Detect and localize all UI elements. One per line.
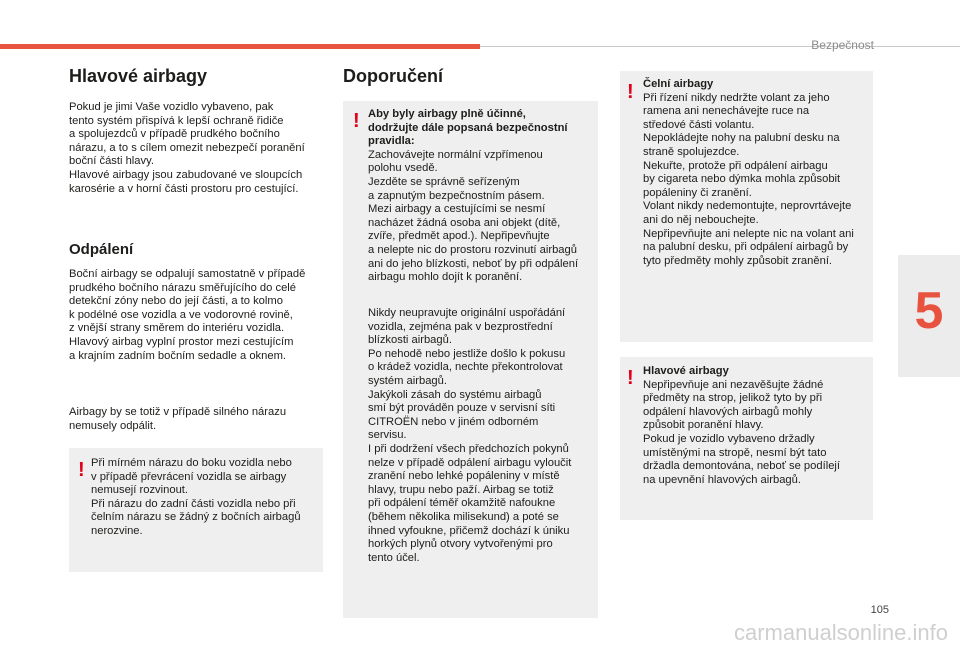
middle-title: Doporučení [343,66,444,86]
right-note-2-body: Nepřipevňuje ani nezavěšujte žádné předměty na strop, jelikož tyto by při odpálení hlavových airbagů mohly způsobit poranění hlavy. Pokud je vozidlo vybaveno držadly umístěnými na stropě, nesmí být tato držadla demontována, neboť se podílejí na upevnění hlavových airbagů. [643,378,841,486]
section-name: Bezpečnost [811,38,874,52]
middle-note-text-2: Nikdy neupravujte originální uspořádání vozidla, zejména pak v bezprostřední blízkosti airbagů. Po nehodě nebo jestliže došlo k pokusu o krádež vozidla, nechte překontrolovat systém airbagů. Jakýkoli zásah do systému airbagů smí být prováděn pouze v servisní síti CITROËN nebo v jiném odborném servisu. I při dodržení všech předchozích pokynů nelze v případě odpálení airbagu vyloučit zranění nebo lehké popáleniny v místě hlavy, trupu nebo paží. Airbag se totiž při odpálení téměř okamžitě nafoukne (během několika milisekund) a poté se ihned vyfoukne, přičemž dochází k úniku horkých plynů otvory vytvořenými pro tento účel. [368,307,572,564]
warning-icon: ! [627,367,634,389]
left-title: Hlavové airbagy [69,66,208,86]
middle-note-text [368,108,596,285]
right-note-1-body: Při řízení nikdy nedržte volant za jeho ramena ani nenechávejte ruce na středové části volantu. Nepokládejte nohy na palubní desku na straně spolujezdce. Nekuřte, protože při odpálení airbagu by cigareta nebo dýmka mohla způsobit popáleniny či zranění. Volant nikdy nedemontujte, neprovrtávejte ani do něj nebouchejte. Nepřipevňujte ani nelepte nic na volant ani na palubní desku, při odpálení airbagů by tyto předměty mohly způsobit zranění. [643,91,854,267]
right-note-1-text [643,78,871,268]
right-note-2-bold: Hlavové airbagy [643,365,729,377]
right-warning-note-2 [620,357,873,520]
deploy-text-2: Airbagy by se totiž v případě silného nárazu nemusely odpálit. [69,406,287,432]
page-number: 105 [870,604,889,616]
warning-icon: ! [78,459,85,481]
left-note-text: Při mírném nárazu do boku vozidla nebo v případě převrácení vozidla se airbagy nemusejí rozvinout. Při nárazu do zadní části vozidla nebo při čelním nárazu se žádný z bočních airbagů nerozvine. [91,457,301,537]
middle-note-bold: Aby byly airbagy plně účinné, dodržujte dále popsaná bezpečnostní pravidla: [368,108,568,148]
middle-note-body: Zachovávejte normální vzpřímenou polohu vsedě. Jezděte se správně seřízeným a zapnutým bezpečnostním pásem. Mezi airbagy a cestujícími se nesmí nacházet žádná osoba ani objekt (dítě, zvíře, předmět apod.). Nepřipevňujte a nelepte nic do prostoru rozvinutí airbagů ani do jeho blízkosti, neboť by při odpálení airbagu mohlo dojít k poranění. [368,148,579,284]
right-warning-note-1 [620,71,873,342]
warning-icon: ! [353,110,360,132]
header-accent-bar [0,44,480,49]
right-note-2-text [643,365,871,487]
warning-icon: ! [627,81,634,103]
chapter-number: 5 [914,282,944,340]
left-warning-note [69,448,323,572]
chapter-tab [898,255,960,377]
left-intro: Pokud je jimi Vaše vozidlo vybaveno, pak tento systém přispívá k lepší ochraně řidiče a spolujezdců v případě prudkého bočního nárazu, a to s cílem omezit nebezpečí poranění boční části hlavy. Hlavové airbagy jsou zabudované ve sloupcích karosérie a v horní části prostoru pro cestující. [69,101,305,195]
header-divider [480,46,960,47]
right-note-1-bold: Čelní airbagy [643,78,714,90]
middle-warning-note [343,101,598,618]
watermark: carmanualsonline.info [733,620,948,645]
deploy-title: Odpálení [69,241,134,258]
deploy-text: Boční airbagy se odpalují samostatně v případě prudkého bočního nárazu směřujícího do celé detekční zóny nebo do její části, a to kolmo k podélné ose vozidla a ve vodorovné rovině, z vnější strany směrem do interiéru vozidla. Hlavový airbag vyplní prostor mezi cestujícím a krajním zadním bočním sedadle a oknem. [69,268,306,362]
